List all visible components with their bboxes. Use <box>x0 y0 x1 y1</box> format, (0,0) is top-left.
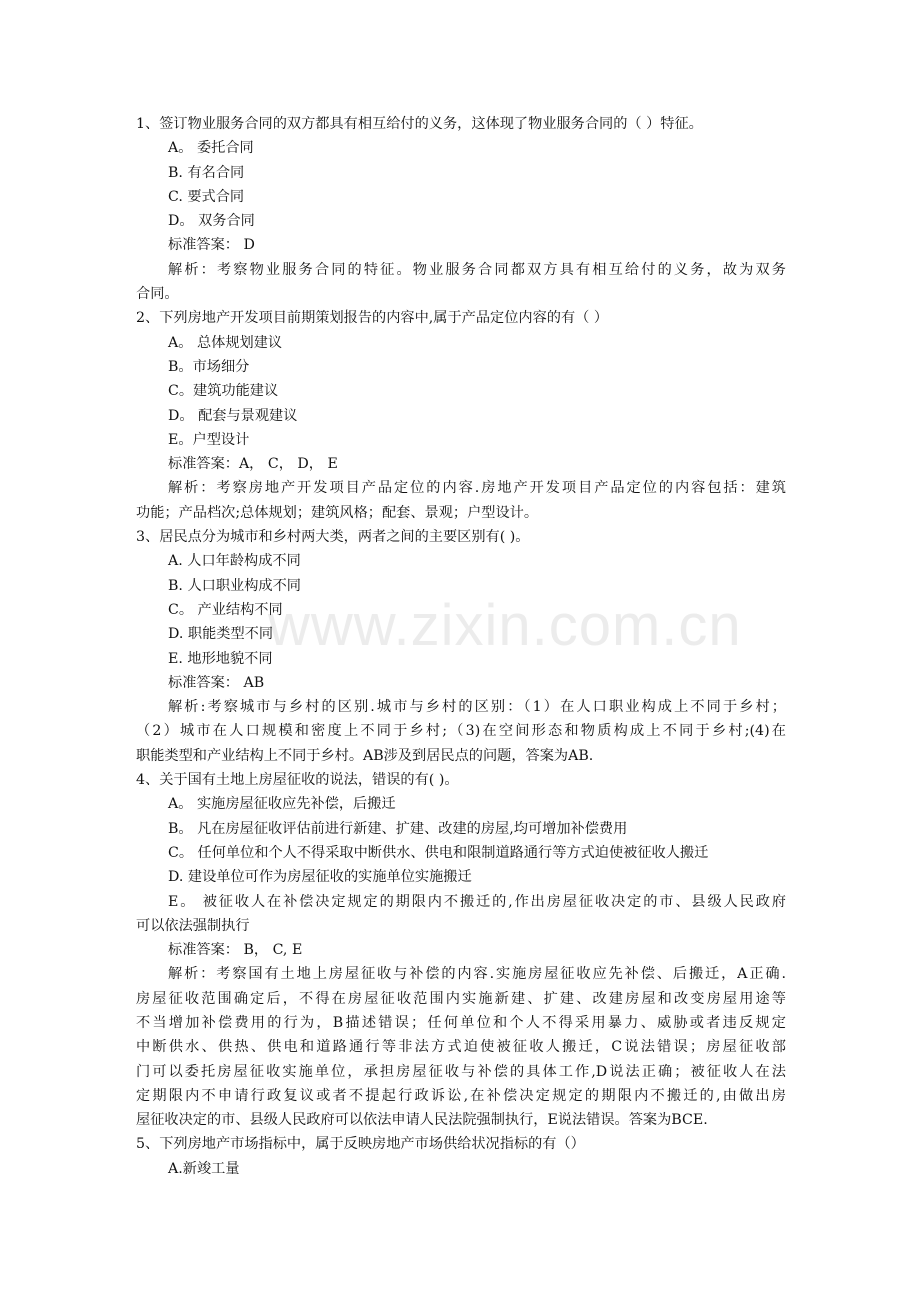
option: D. 职能类型不同 <box>168 626 274 643</box>
option: E。 被征收人在补偿决定规定的期限内不搬迁的,作出房屋征收决定的市、县级人民政府 <box>168 893 786 910</box>
option: A. 人口年龄构成不同 <box>168 553 301 570</box>
answer-analysis: 房屋征收范围确定后，不得在房屋征收范围内实施新建、扩建、改建房屋和改变房屋用途等 <box>136 990 786 1007</box>
answer-analysis: 解析：考察物业服务合同的特征。物业服务合同都双方具有相互给付的义务，故为双务 <box>168 261 786 278</box>
answer-analysis: 解析:考察城市与乡村的区别.城市与乡村的区别：（1）在人口职业构成上不同于乡村； <box>168 699 786 716</box>
answer-analysis: 屋征收决定的市、县级人民政府可以依法申请人民法院强制执行，E说法错误。答案为BCE. <box>136 1112 708 1129</box>
question-stem: 2、下列房地产开发项目前期策划报告的内容中,属于产品定位内容的有（ ） <box>136 310 609 327</box>
standard-answer: 标准答案：A， C， D， E <box>168 456 338 473</box>
answer-analysis: 不当增加补偿费用的行为，B描述错误；任何单位和个人不得采用暴力、威胁或者违反规定 <box>136 1014 786 1031</box>
option: E。户型设计 <box>168 431 250 448</box>
question-block <box>136 1132 786 1181</box>
question-stem: 1、签订物业服务合同的双方都具有相互给付的义务，这体现了物业服务合同的（ ）特征。 <box>136 116 703 132</box>
option-continuation: 可以依法强制执行 <box>136 917 250 934</box>
option: C。 产业结构不同 <box>168 601 283 618</box>
answer-analysis: 职能类型和产业结构上不同于乡村。AB涉及到居民点的问题，答案为AB. <box>136 747 594 764</box>
option: B。市场细分 <box>168 358 250 375</box>
watermark: www.zixin.com.cn <box>268 593 742 658</box>
question-block <box>136 112 786 306</box>
option: D。 双务合同 <box>168 213 255 230</box>
answer-analysis: （2）城市在人口规模和密度上不同于乡村;（3)在空间形态和物质构成上不同于乡村;(4)在 <box>136 723 786 740</box>
standard-answer: 标准答案： AB <box>168 674 265 691</box>
option: A。 委托合同 <box>168 140 254 157</box>
answer-analysis: 定期限内不申请行政复议或者不提起行政诉讼,在补偿决定规定的期限内不搬迁的,由做出房 <box>136 1087 786 1104</box>
answer-analysis: 合同。 <box>136 286 179 303</box>
option: C。 任何单位和个人不得采取中断供水、供电和限制道路通行等方式迫使被征收人搬迁 <box>168 844 709 861</box>
question-block <box>136 525 786 768</box>
option: A.新竣工量 <box>168 1160 240 1177</box>
option: E. 地形地貌不同 <box>168 650 273 667</box>
option: C. 要式合同 <box>168 188 245 205</box>
question-stem: 3、居民点分为城市和乡村两大类，两者之间的主要区别有( )。 <box>136 529 530 546</box>
answer-analysis: 功能；产品档次;总体规划；建筑风格；配套、景观；户型设计。 <box>136 504 539 521</box>
answer-analysis: 解析：考察国有土地上房屋征收与补偿的内容.实施房屋征收应先补偿、后搬迁，A正确. <box>168 966 786 983</box>
standard-answer: 标准答案： D <box>168 237 255 254</box>
answer-analysis: 解析：考察房地产开发项目产品定位的内容.房地产开发项目产品定位的内容包括：建筑 <box>168 480 786 497</box>
option: C。建筑功能建议 <box>168 383 279 400</box>
option: D。 配套与景观建议 <box>168 407 298 424</box>
option: B. 人口职业构成不同 <box>168 577 301 594</box>
option: B. 有名合同 <box>168 164 245 181</box>
question-stem: 5、下列房地产市场指标中，属于反映房地产市场供给状况指标的有（） <box>136 1136 585 1153</box>
option: A。 实施房屋征收应先补偿，后搬迁 <box>168 796 396 813</box>
option: B。 凡在房屋征收评估前进行新建、扩建、改建的房屋,均可增加补偿费用 <box>168 820 628 837</box>
answer-analysis: 中断供水、供热、供电和道路通行等非法方式迫使被征收人搬迁，C说法错误；房屋征收部 <box>136 1039 786 1056</box>
question-stem: 4、关于国有土地上房屋征收的说法，错误的有( )。 <box>136 772 459 789</box>
answer-analysis: 门可以委托房屋征收实施单位，承担房屋征收与补偿的具体工作,D说法正确；被征收人在法 <box>136 1063 786 1080</box>
option: D. 建设单位可作为房屋征收的实施单位实施搬迁 <box>168 869 472 886</box>
option: A。 总体规划建议 <box>168 334 283 351</box>
question-list <box>136 112 786 1181</box>
question-block <box>136 768 786 1132</box>
question-block <box>136 306 786 525</box>
standard-answer: 标准答案： B， C, E <box>168 942 303 959</box>
